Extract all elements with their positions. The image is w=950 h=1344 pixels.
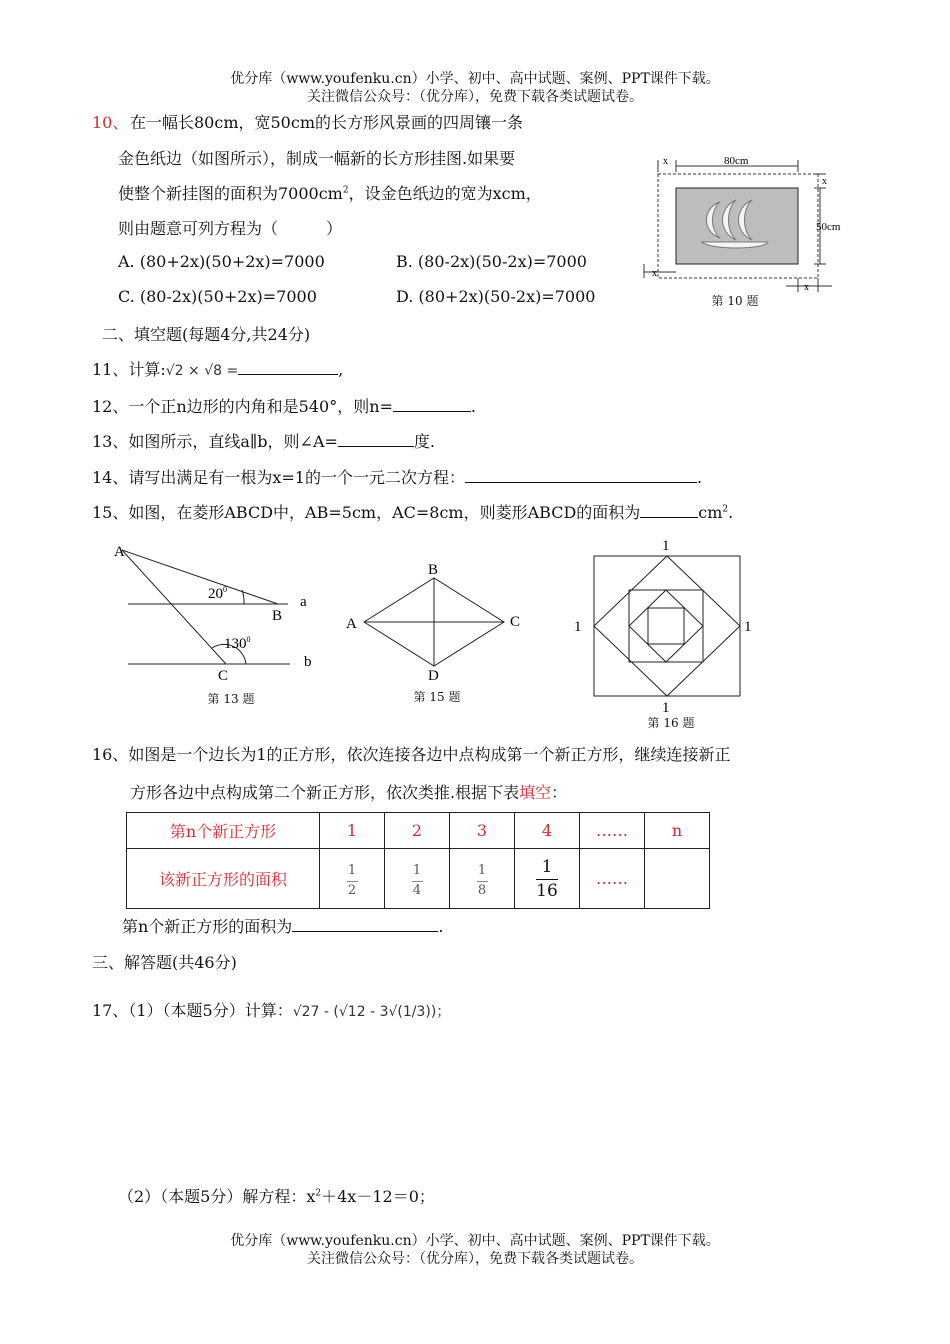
- table-cell: 2: [385, 813, 450, 849]
- svg-text:1: 1: [662, 700, 670, 716]
- svg-text:1300: $130^0$: [224, 635, 251, 652]
- q16-line1: 16、如图是一个边长为1的正方形，依次连接各边中点构成第一个新正方形，继续连接新正: [92, 745, 731, 764]
- q13-answer-blank: [338, 432, 414, 447]
- q16-table: [126, 812, 710, 909]
- q10-line1: 在一幅长80cm，宽50cm的长方形风景画的四周镶一条: [130, 113, 523, 132]
- q13: 13、如图所示，直线a∥b，则∠A= 度.: [92, 432, 435, 451]
- figure-15-caption: 第 15 题: [413, 690, 461, 704]
- header-line-2: 关注微信公众号：（优分库），免费下载各类试题试卷。: [307, 89, 643, 105]
- table-cell: ……: [580, 849, 645, 909]
- svg-text:80cm: 80cm: [724, 155, 749, 167]
- fraction: $\frac{1}{8}$: [477, 863, 487, 898]
- q16-answer-blank: [292, 917, 438, 932]
- svg-text:D: D: [428, 668, 439, 684]
- fraction: $\frac{1}{2}$: [347, 863, 357, 898]
- svg-text:b: b: [304, 654, 312, 670]
- figure-10-caption: 第 10 题: [711, 294, 759, 308]
- q16-line2: 方形各边中点构成第二个新正方形，依次类推.根据下表填空：: [130, 783, 568, 802]
- table-cell: 3: [450, 813, 515, 849]
- figure-15: [338, 556, 534, 686]
- svg-text:C: C: [510, 614, 521, 630]
- svg-text:1: 1: [574, 619, 582, 635]
- table-header-area: 该新正方形的面积: [127, 849, 320, 909]
- svg-text:x: x: [652, 268, 657, 279]
- figure-10: [636, 152, 850, 312]
- section-3-title: 三、解答题(共46分): [92, 953, 237, 972]
- q12-answer-blank: [393, 397, 471, 412]
- svg-text:50cm: 50cm: [816, 221, 841, 233]
- q10-line4: 则由题意可列方程为（ ）: [118, 219, 343, 238]
- header-line-1: 优分库（www.youfenku.cn）小学、初中、高中试题、案例、PPT课件下载。: [230, 71, 720, 87]
- svg-text:x: x: [822, 176, 827, 187]
- figure-13-caption: 第 13 题: [207, 692, 255, 706]
- table-cell: [385, 849, 450, 909]
- svg-text:x: x: [663, 156, 668, 167]
- table-cell: ……: [580, 813, 645, 849]
- q11: 11、计算:√2 × √8 = ,: [92, 360, 344, 379]
- q14: 14、请写出满足有一根为x=1的一个一元二次方程： .: [92, 468, 703, 487]
- svg-text:x: x: [804, 282, 809, 293]
- section-2-title: 二、填空题(每题4分,共24分): [102, 325, 311, 344]
- q17-part1: 17、（1）（本题5分）计算：√27 - (√12 - 3√(1/3))；: [92, 1001, 451, 1020]
- q10-option-d: D. (80+2x)(50-2x)=7000: [396, 287, 596, 306]
- footer-line-2: 关注微信公众号：（优分库），免费下载各类试题试卷。: [307, 1251, 643, 1267]
- q12: 12、一个正n边形的内角和是540°，则n= .: [92, 397, 477, 416]
- table-cell: 1: [320, 813, 385, 849]
- footer-line-1: 优分库（www.youfenku.cn）小学、初中、高中试题、案例、PPT课件下载。: [230, 1233, 720, 1249]
- q10-option-c: C. (80-2x)(50+2x)=7000: [118, 287, 317, 306]
- table-cell: [515, 849, 580, 909]
- table-header-n: 第n个新正方形: [127, 813, 320, 849]
- svg-text:a: a: [300, 594, 307, 610]
- svg-text:C: C: [218, 668, 229, 684]
- table-cell: 4: [515, 813, 580, 849]
- fraction: $\frac{1}{4}$: [412, 863, 422, 898]
- q10-line2: 金色纸边（如图所示），制成一幅新的长方形挂图.如果要: [118, 149, 516, 168]
- svg-text:A: A: [114, 544, 125, 560]
- figure-16: [566, 534, 766, 716]
- svg-text:A: A: [346, 616, 357, 632]
- table-row: [127, 849, 710, 909]
- svg-text:B: B: [428, 562, 439, 578]
- q10-number: 10、: [92, 113, 129, 132]
- q14-answer-blank: [465, 468, 697, 483]
- table-cell: [320, 849, 385, 909]
- q10-option-b: B. (80-2x)(50-2x)=7000: [396, 252, 587, 271]
- svg-text:200: $20^0$: [208, 585, 227, 602]
- table-cell: n: [645, 813, 710, 849]
- svg-text:1: 1: [744, 619, 752, 635]
- svg-text:B: B: [272, 608, 283, 624]
- q10-line3: 使整个新挂图的面积为$7000cm^2$，设金色纸边的宽为xcm，: [118, 184, 542, 203]
- figure-16-caption: 第 16 题: [647, 716, 695, 730]
- painting-rect: [676, 188, 798, 264]
- q17-part2: （2）（本题5分）解方程：$x^2+4x-12=0$；: [118, 1187, 435, 1206]
- square-outer: [594, 556, 740, 696]
- svg-text:1: 1: [662, 538, 670, 554]
- figure-13: [110, 538, 330, 688]
- table-row: [127, 813, 710, 849]
- table-cell: [450, 849, 515, 909]
- table-cell-empty: [645, 849, 710, 909]
- q16-after: 第n个新正方形的面积为 .: [122, 917, 444, 936]
- q11-answer-blank: [238, 360, 338, 375]
- q15-answer-blank: [640, 503, 698, 518]
- q15: 15、如图，在菱形ABCD中，AB=5cm，AC=8cm，则菱形ABCD的面积为 $cm^2$.: [92, 503, 734, 522]
- fraction: $\frac{1}{16}$: [536, 856, 558, 901]
- q10-option-a: A. (80+2x)(50+2x)=7000: [118, 252, 325, 271]
